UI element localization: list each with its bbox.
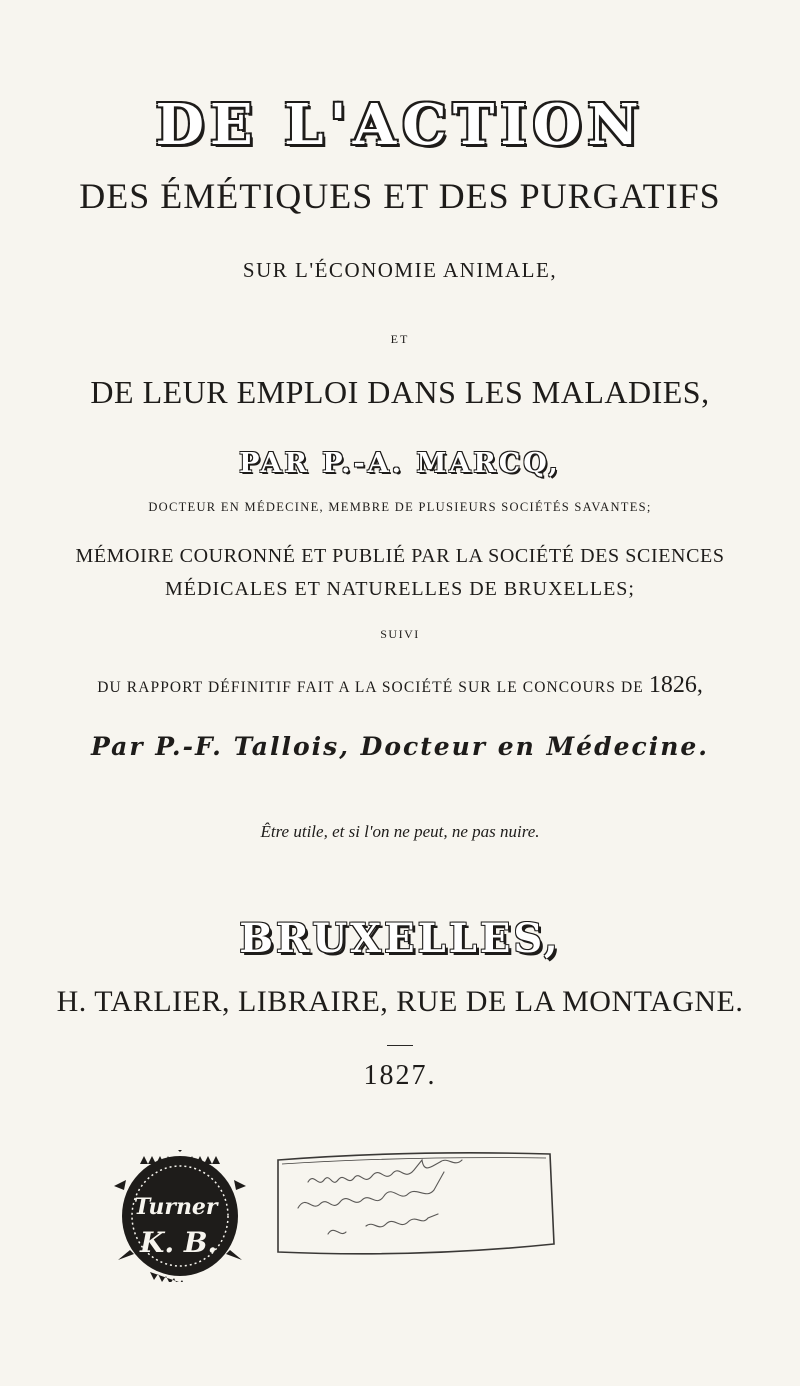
stamp-label: Turner <box>134 1194 218 1220</box>
memoire-line-1: MÉMOIRE COURONNÉ ET PUBLIÉ PAR LA SOCIÉTÉ DES SCIENCES <box>75 545 725 567</box>
author-name: PAR P.-A. MARCQ, <box>239 448 561 479</box>
rapport-year: 1826, <box>648 672 703 698</box>
stamp-initials: K. B. <box>140 1226 218 1259</box>
title-emploi-maladies: DE LEUR EMPLOI DANS LES MALADIES, <box>90 374 710 410</box>
rapport-text: DU RAPPORT DÉFINITIF FAIT A LA SOCIÉTÉ SUR LE CONCOURS DE <box>97 679 644 696</box>
handwritten-signature <box>268 1148 558 1260</box>
library-stamp <box>110 1150 250 1282</box>
title-emetiques: DES ÉMÉTIQUES ET DES PURGATIFS <box>79 176 721 216</box>
imprint-rule <box>387 1045 413 1046</box>
memoire-line-2: MÉDICALES ET NATURELLES DE BRUXELLES; <box>165 578 635 600</box>
suivi-label: SUIVI <box>380 627 420 641</box>
rapporteur-line: Par P.-F. Tallois, Docteur en Médecine. <box>91 732 709 761</box>
signature-scrawl-icon <box>268 1148 558 1260</box>
epigraph: Être utile, et si l'on ne peut, ne pas nuire. <box>260 822 540 841</box>
author-credentials: DOCTEUR EN MÉDECINE, MEMBRE DE PLUSIEURS SOCIÉTÉS SAVANTES; <box>148 500 652 514</box>
imprint-publisher: H. TARLIER, LIBRAIRE, RUE DE LA MONTAGNE. <box>56 985 744 1018</box>
title-de-laction: DE L'ACTION <box>155 92 645 158</box>
imprint-city: BRUXELLES, <box>239 915 561 962</box>
rapport-line <box>0 672 800 699</box>
imprint-year: 1827. <box>363 1060 437 1091</box>
conjunction-et: ET <box>390 332 410 346</box>
subtitle-economie-animale: SUR L'ÉCONOMIE ANIMALE, <box>242 258 558 282</box>
